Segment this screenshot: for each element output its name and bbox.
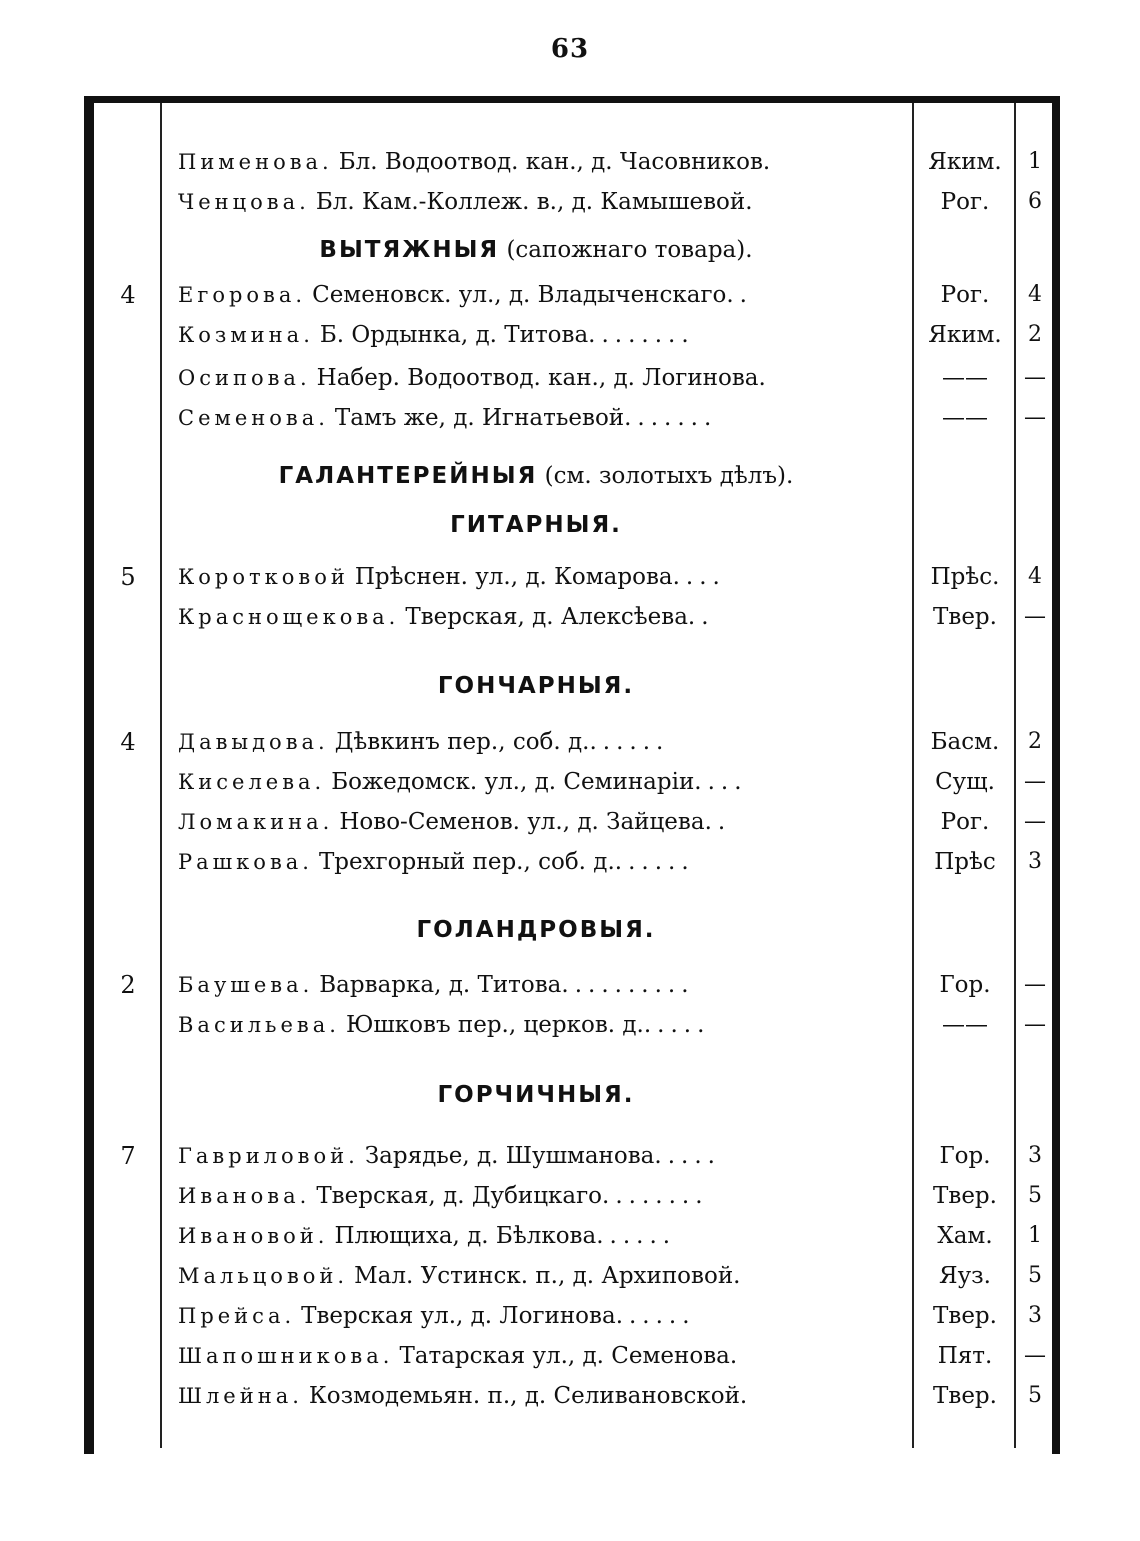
entry-district: Рог. — [940, 189, 990, 215]
entry-address: Прѣснен. ул., д. Комарова — [354, 564, 673, 590]
entry-number: 6 — [1028, 189, 1042, 214]
entry-address: Татарская ул., д. Семенова. — [399, 1343, 738, 1369]
entry-name: Осипова. — [178, 366, 311, 390]
entry-name: Баушева. — [178, 973, 314, 997]
entry-number: — — [1024, 809, 1046, 834]
section-heading-row — [0, 505, 1140, 545]
leader-dots: ..... — [654, 1143, 721, 1169]
entry-text — [178, 142, 908, 182]
section-count: 5 — [120, 563, 136, 591]
entry-district: Яким. — [928, 149, 1002, 175]
entry-address: Трехгорный пер., соб. д. — [318, 849, 615, 875]
entry-district: Сущ. — [935, 769, 995, 795]
entry-name: Коротковой — [178, 565, 349, 589]
table-row — [0, 1176, 1140, 1216]
entry-address: Бл. Кам.-Коллеж. в., д. Камышевой. — [315, 189, 753, 215]
entry-district: Твер. — [933, 604, 997, 630]
section-count: 4 — [120, 728, 136, 756]
entry-district: Гор. — [939, 1143, 991, 1169]
entry-number: 2 — [1028, 729, 1042, 754]
entry-name: Давыдова. — [178, 730, 329, 754]
entry-text — [178, 358, 908, 398]
entry-number: 3 — [1028, 1303, 1042, 1328]
entry-name: Ченцова. — [178, 190, 310, 214]
section-heading — [160, 910, 912, 950]
entry-number: — — [1024, 1012, 1046, 1037]
entry-district: Прѣс — [934, 849, 996, 875]
entry-number: 5 — [1028, 1263, 1042, 1288]
entry-number: — — [1024, 769, 1046, 794]
entry-text — [178, 557, 908, 597]
entry-address: Плющиха, д. Бѣлкова — [334, 1223, 597, 1249]
entry-name: Гавриловой. — [178, 1144, 359, 1168]
entry-number: 4 — [1028, 564, 1042, 589]
entry-address: Козмодемьян. п., д. Селивановской. — [308, 1383, 748, 1409]
entry-number: — — [1024, 405, 1046, 430]
section-title: ГАЛАНТЕРЕЙНЫЯ — [278, 463, 538, 489]
table-row — [0, 965, 1140, 1005]
section-count: 2 — [120, 971, 136, 999]
entry-district: —— — [942, 365, 988, 391]
leader-dots: .. — [687, 604, 715, 630]
entry-district: Твер. — [933, 1303, 997, 1329]
section-heading — [160, 1075, 912, 1115]
entry-name: Киселева. — [178, 770, 326, 794]
entry-address: Бл. Водоотвод. кан., д. Часовников. — [338, 149, 771, 175]
entry-text — [178, 1256, 908, 1296]
entry-number: 1 — [1028, 149, 1042, 174]
table-frame-top — [84, 96, 1060, 103]
entry-district: —— — [942, 405, 988, 431]
entry-district: Хам. — [937, 1223, 993, 1249]
entry-text — [178, 398, 908, 438]
entry-address: Б. Ордынка, д. Титова — [319, 322, 589, 348]
entry-text — [178, 1005, 908, 1045]
entry-address: Тверская, д. Дубицкаго — [316, 1183, 603, 1209]
entry-address: Зарядье, д. Шушманова — [364, 1143, 655, 1169]
section-heading-row — [0, 230, 1140, 270]
entry-name: Семенова. — [178, 406, 329, 430]
entry-text — [178, 1176, 908, 1216]
entry-name: Ивановой. — [178, 1224, 329, 1248]
entry-district: —— — [942, 1012, 988, 1038]
section-heading-row — [0, 456, 1140, 496]
entry-text — [178, 722, 908, 762]
entry-text — [178, 1376, 908, 1416]
entry-text — [178, 762, 908, 802]
table-row — [0, 182, 1140, 222]
entry-name: Иванова. — [178, 1184, 311, 1208]
section-heading — [160, 666, 912, 706]
table-row — [0, 1376, 1140, 1416]
entry-district: Гор. — [939, 972, 991, 998]
entry-number: — — [1024, 365, 1046, 390]
section-title: ВЫТЯЖНЫЯ — [319, 237, 500, 263]
entry-district: Яким. — [928, 322, 1002, 348]
entry-text — [178, 965, 908, 1005]
entry-district: Рог. — [940, 282, 990, 308]
entry-district: Рог. — [940, 809, 990, 835]
section-subtitle: (сапожнаго товара). — [506, 237, 753, 263]
entry-name: Егорова. — [178, 283, 307, 307]
section-heading-row — [0, 910, 1140, 950]
entry-address: Тверская ул., д. Логинова — [301, 1303, 616, 1329]
leader-dots: ...... — [615, 1303, 696, 1329]
section-heading — [160, 456, 912, 496]
entry-address: Семеновск. ул., д. Владыченскаго — [312, 282, 727, 308]
page-number: 63 — [550, 34, 590, 64]
leader-dots: ....... — [624, 405, 718, 431]
table-row — [0, 557, 1140, 597]
table-row — [0, 1136, 1140, 1176]
entry-district: Яуз. — [939, 1263, 991, 1289]
leader-dots: .......... — [561, 972, 695, 998]
section-count: 4 — [120, 281, 136, 309]
entry-text — [178, 1296, 908, 1336]
table-row — [0, 842, 1140, 882]
entry-number: 5 — [1028, 1183, 1042, 1208]
entry-address: Ново-Семенов. ул., д. Зайцева — [339, 809, 705, 835]
section-title: ГОРЧИЧНЫЯ. — [437, 1082, 635, 1108]
table-row — [0, 315, 1140, 355]
leader-dots: ...... — [596, 1223, 677, 1249]
section-subtitle: (см. золотыхъ дѣлъ). — [544, 463, 794, 489]
entry-name: Ломакина. — [178, 810, 334, 834]
entry-text — [178, 842, 908, 882]
entry-number: 4 — [1028, 282, 1042, 307]
entry-text — [178, 802, 908, 842]
entry-address: Мал. Устинск. п., д. Архиповой. — [354, 1263, 741, 1289]
entry-address: Тамъ же, д. Игнатьевой — [334, 405, 625, 431]
entry-number: — — [1024, 972, 1046, 997]
entry-text — [178, 315, 908, 355]
entry-name: Васильева. — [178, 1013, 340, 1037]
entry-text — [178, 275, 908, 315]
entry-name: Козмина. — [178, 323, 314, 347]
section-count: 7 — [120, 1142, 136, 1170]
entry-text — [178, 1336, 908, 1376]
entry-text — [178, 182, 908, 222]
table-row — [0, 1256, 1140, 1296]
entry-number: 3 — [1028, 849, 1042, 874]
entry-address: Божедомск. ул., д. Семинаріи — [331, 769, 695, 795]
section-title: ГИТАРНЫЯ. — [450, 512, 622, 538]
section-title: ГОЛАНДРОВЫЯ. — [416, 917, 656, 943]
entry-text — [178, 1216, 908, 1256]
entry-number: 2 — [1028, 322, 1042, 347]
section-title: ГОНЧАРНЫЯ. — [437, 673, 635, 699]
entry-name: Пименова. — [178, 150, 333, 174]
entry-number: — — [1024, 604, 1046, 629]
entry-name: Мальцовой. — [178, 1264, 349, 1288]
entry-name: Прейса. — [178, 1304, 296, 1328]
table-row — [0, 1336, 1140, 1376]
section-heading-row — [0, 1075, 1140, 1115]
entry-district: Пят. — [937, 1343, 993, 1369]
leader-dots: ...... — [614, 849, 695, 875]
entry-name: Рашкова. — [178, 850, 313, 874]
table-row — [0, 398, 1140, 438]
table-row — [0, 1216, 1140, 1256]
leader-dots: .. — [726, 282, 753, 308]
entry-name: Шапошникова. — [178, 1344, 394, 1368]
entry-address: Дѣвкинъ пер., соб. д. — [334, 729, 590, 755]
section-heading-row — [0, 666, 1140, 706]
entry-district: Твер. — [933, 1383, 997, 1409]
table-row — [0, 762, 1140, 802]
table-row — [0, 802, 1140, 842]
section-heading — [160, 230, 912, 270]
entry-address: Тверская, д. Алексѣева — [405, 604, 688, 630]
entry-name: Шлейна. — [178, 1384, 303, 1408]
table-row — [0, 1005, 1140, 1045]
leader-dots: ........ — [602, 1183, 709, 1209]
leader-dots: .... — [694, 769, 748, 795]
table-row — [0, 1296, 1140, 1336]
table-row — [0, 358, 1140, 398]
entry-address: Варварка, д. Титова — [319, 972, 562, 998]
leader-dots: .. — [704, 809, 732, 835]
entry-number: 5 — [1028, 1383, 1042, 1408]
entry-number: 1 — [1028, 1223, 1042, 1248]
entry-district: Басм. — [930, 729, 1000, 755]
entry-district: Твер. — [933, 1183, 997, 1209]
section-heading — [160, 505, 912, 545]
entry-name: Краснощекова. — [178, 605, 400, 629]
entry-text — [178, 597, 908, 637]
entry-text — [178, 1136, 908, 1176]
leader-dots: ...... — [589, 729, 670, 755]
leader-dots: ..... — [643, 1012, 711, 1038]
table-row — [0, 275, 1140, 315]
entry-number: 3 — [1028, 1143, 1042, 1168]
table-row — [0, 597, 1140, 637]
table-row — [0, 722, 1140, 762]
entry-number: — — [1024, 1343, 1046, 1368]
leader-dots: .... — [672, 564, 726, 590]
table-row — [0, 142, 1140, 182]
leader-dots: ........ — [588, 322, 695, 348]
entry-address: Юшковъ пер., церков. д. — [345, 1012, 644, 1038]
entry-address: Набер. Водоотвод. кан., д. Логинова. — [316, 365, 766, 391]
entry-district: Прѣс. — [930, 564, 1000, 590]
